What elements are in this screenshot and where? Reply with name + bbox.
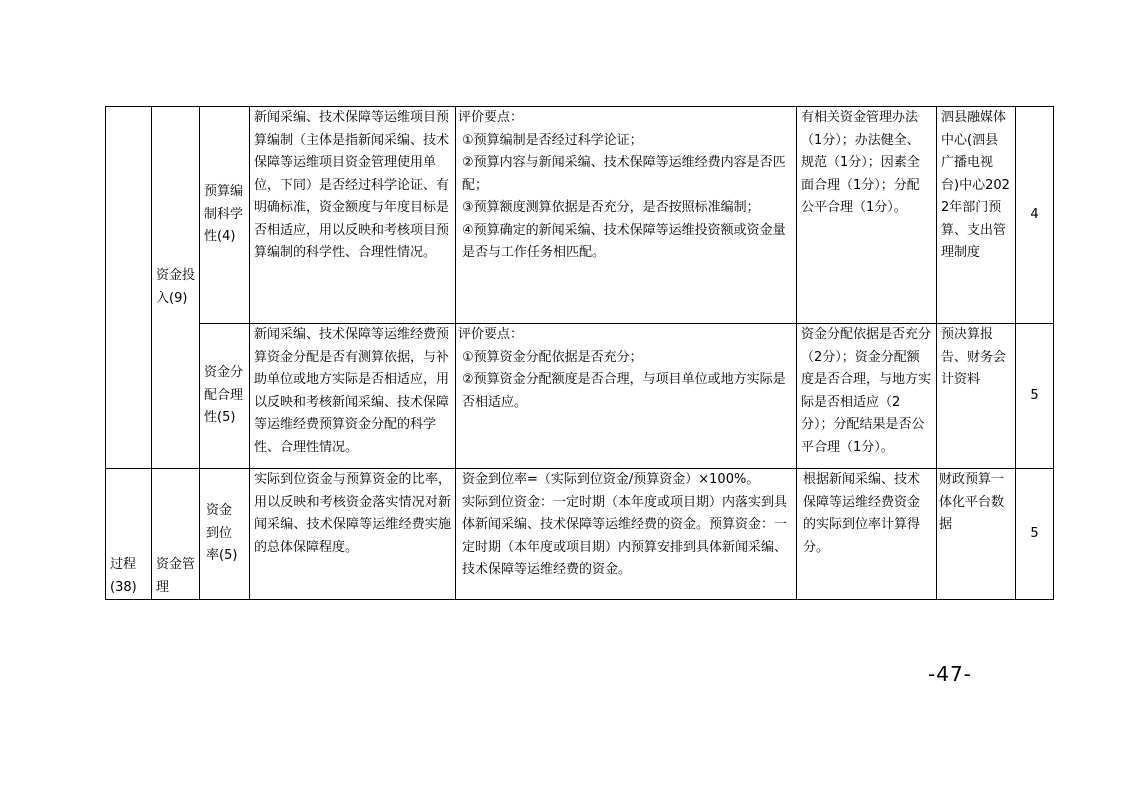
level3-cell: 预算编制科学性(4) [200,107,250,324]
level2-cell: 资金管理 [152,469,200,600]
indicator-description-cell: 新闻采编、技术保障等运维经费预算资金分配是否有测算依据，与补助单位或地方实际是否相适应，用以反映和考核新闻采编、技术保障等运维经费预算资金分配的科学性、合理性情况。 [250,324,456,469]
table-row [106,107,1054,324]
criteria-line: 资金到位率=（实际到位资金/预算资金）×100%。 [462,472,760,487]
data-source-cell: 财政预算一体化平台数据 [937,469,1016,600]
level2-cell: 资金投入(9) [152,107,200,469]
indicator-description-cell: 实际到位资金与预算资金的比率，用以反映和考核资金落实情况对新闻采编、技术保障等运维经费实施的总体保障程度。 [250,469,456,600]
criteria-line: ②预算内容与新闻采编、技术保障等运维经费内容是否匹配； [462,155,786,193]
level3-cell: 资金到位率(5) [200,469,250,600]
table-row [106,469,1054,600]
evaluation-criteria-cell [456,469,797,600]
level1-cell [106,107,152,469]
level3-cell: 资金分配合理性(5) [200,324,250,469]
criteria-line: ①预算编制是否经过科学论证； [462,132,643,148]
data-source-cell: 泗县融媒体中心(泗县广播电视台)中心2022年部门预算、支出管理制度 [937,107,1016,324]
criteria-line: ②预算资金分配额度是否合理，与项目单位或地方实际是否相适应。 [462,372,786,410]
level1-cell: 过程(38) [106,469,152,600]
scoring-method-cell: 资金分配依据是否充分（2分）；资金分配额度是否合理，与地方实际是否相适应（2分）；分配结果是否公平合理（1分）。 [797,324,937,469]
score-cell: 5 [1016,324,1054,469]
page-number: -47- [928,662,972,686]
scoring-method-cell: 根据新闻采编、技术保障等运维经费资金的实际到位率计算得分。 [797,469,937,600]
evaluation-criteria-cell [456,107,797,324]
evaluation-criteria-cell [456,324,797,469]
score-cell: 4 [1016,107,1054,324]
score-cell: 5 [1016,469,1054,600]
criteria-line: ③预算额度测算依据是否充分，是否按照标准编制； [462,200,760,215]
criteria-line: 评价要点： [458,110,524,125]
criteria-line: ①预算资金分配依据是否充分； [462,349,643,365]
scoring-method-cell: 有相关资金管理办法（1分）；办法健全、规范（1分）；因素全面合理（1分）；分配公平合理（1分）。 [797,107,937,324]
criteria-line: 评价要点： [458,327,524,342]
performance-evaluation-table [105,106,1054,600]
criteria-line: ④预算确定的新闻采编、技术保障等运维投资额或资金量是否与工作任务相匹配。 [462,222,786,260]
data-source-cell: 预决算报告、财务会计资料 [937,324,1016,469]
criteria-line: 实际到位资金：一定时期（本年度或项目期）内落实到具体新闻采编、技术保障等运维经费的资金。预算资金：一定时期（本年度或项目期）内预算安排到具体新闻采编、技术保障等运维经费的资金。 [462,494,788,577]
table-row [106,324,1054,469]
indicator-description-cell: 新闻采编、技术保障等运维项目预算编制（主体是指新闻采编、技术保障等运维项目资金管理使用单位，下同）是否经过科学论证、有明确标准，资金额度与年度目标是否相适应，用以反映和考核项目预算编制的科学性、合理性情况。 [250,107,456,324]
